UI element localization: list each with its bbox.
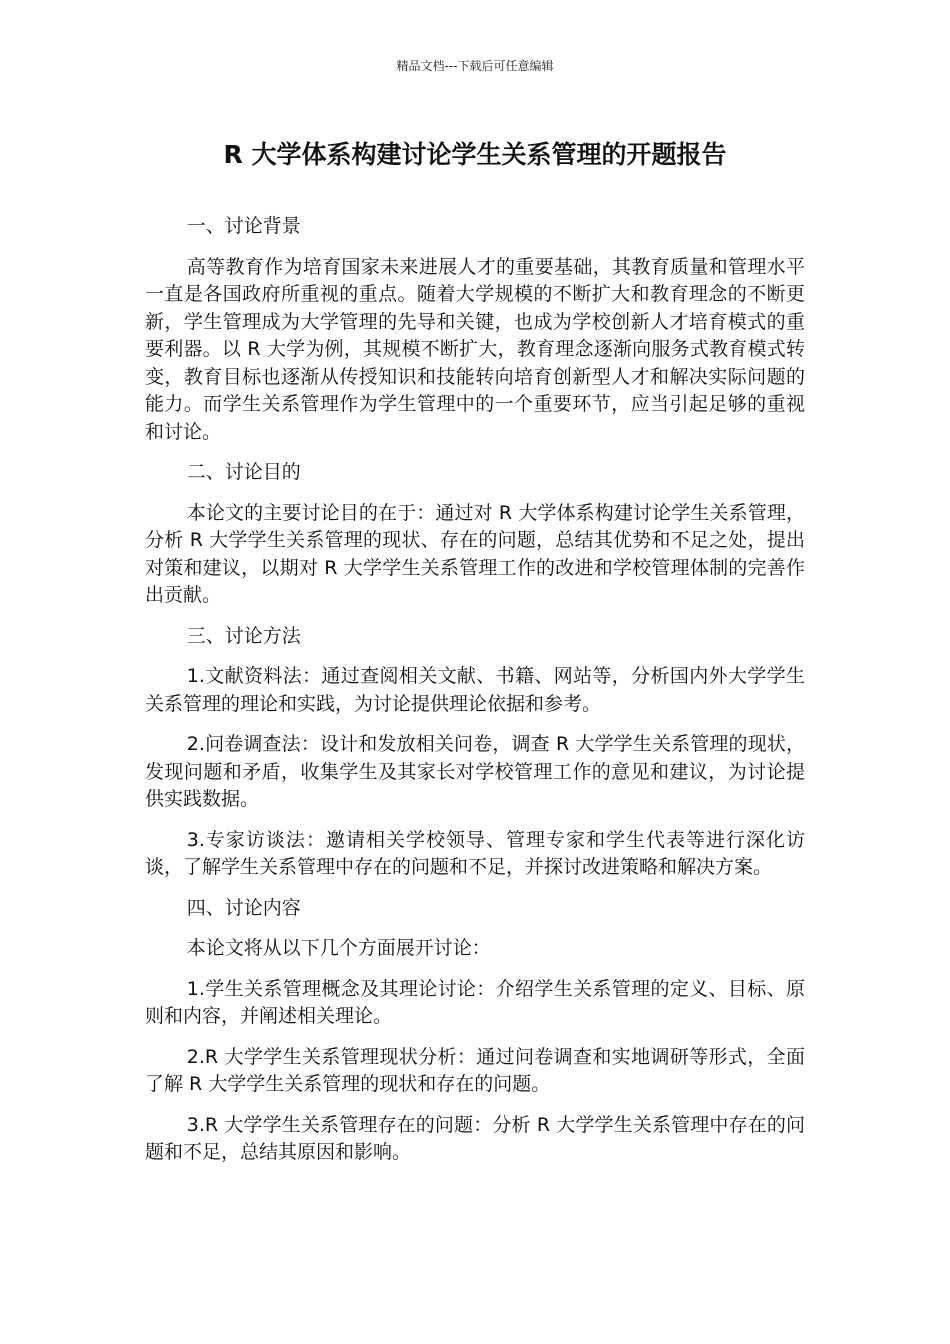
method-item-literature: 1.文献资料法：通过查阅相关文献、书籍、网站等，分析国内外大学学生关系管理的理论和实践，为讨论提供理论依据和参考。 [145, 665, 805, 715]
content-item-problems: 3.R 大学学生关系管理存在的问题：分析 R 大学学生关系管理中存在的问题和不足，总结其原因和影响。 [145, 1113, 805, 1163]
section-heading-content: 四、讨论内容 [186, 896, 301, 919]
method-item-questionnaire: 2.问卷调查法：设计和发放相关问卷，调查 R 大学学生关系管理的现状，发现问题和矛盾，收集学生及其家长对学校管理工作的意见和建议，为讨论提供实践数据。 [145, 733, 805, 810]
section-heading-purpose: 二、讨论目的 [186, 461, 301, 483]
purpose-paragraph: 本论文的主要讨论目的在于：通过对 R 大学体系构建讨论学生关系管理，分析 R 大学学生关系管理的现状、存在的问题，总结其优势和不足之处，提出对策和建议，以期对 R 大学学生关系管理工作的改进和学校管理体制的完善作出贡献。 [145, 501, 805, 606]
document-title: R 大学体系构建讨论学生关系管理的开题报告 [223, 140, 727, 169]
section-heading-methods: 三、讨论方法 [186, 624, 301, 647]
content-intro: 本论文将从以下几个方面展开讨论： [186, 937, 491, 959]
method-item-interview: 3.专家访谈法：邀请相关学校领导、管理专家和学生代表等进行深化访谈，了解学生关系管理中存在的问题和不足，并探讨改进策略和解决方案。 [145, 828, 805, 878]
background-paragraph: 高等教育作为培育国家未来进展人才的重要基础，其教育质量和管理水平一直是各国政府所重视的重点。随着大学规模的不断扩大和教育理念的不断更新，学生管理成为大学管理的先导和关键，也成为学校创新人才培育模式的重要利器。以 R 大学为例，其规模不断扩大，教育理念逐渐向服务式教育模式转变，教育目标也逐渐从传授知识和技能转向培育创新型人才和解决实际问题的能力。而学生关系管理作为学生管理中的一个重要环节，应当引起足够的重视和讨论。 [145, 255, 805, 443]
content-item-concept: 1.学生关系管理概念及其理论讨论：介绍学生关系管理的定义、目标、原则和内容，并阐述相关理论。 [145, 977, 805, 1027]
section-heading-background: 一、讨论背景 [186, 215, 301, 237]
running-header: 精品文档---下载后可任意编辑 [396, 59, 554, 73]
content-item-status: 2.R 大学学生关系管理现状分析：通过问卷调查和实地调研等形式，全面了解 R 大学学生关系管理的现状和存在的问题。 [145, 1045, 805, 1095]
document-body [145, 213, 805, 1180]
